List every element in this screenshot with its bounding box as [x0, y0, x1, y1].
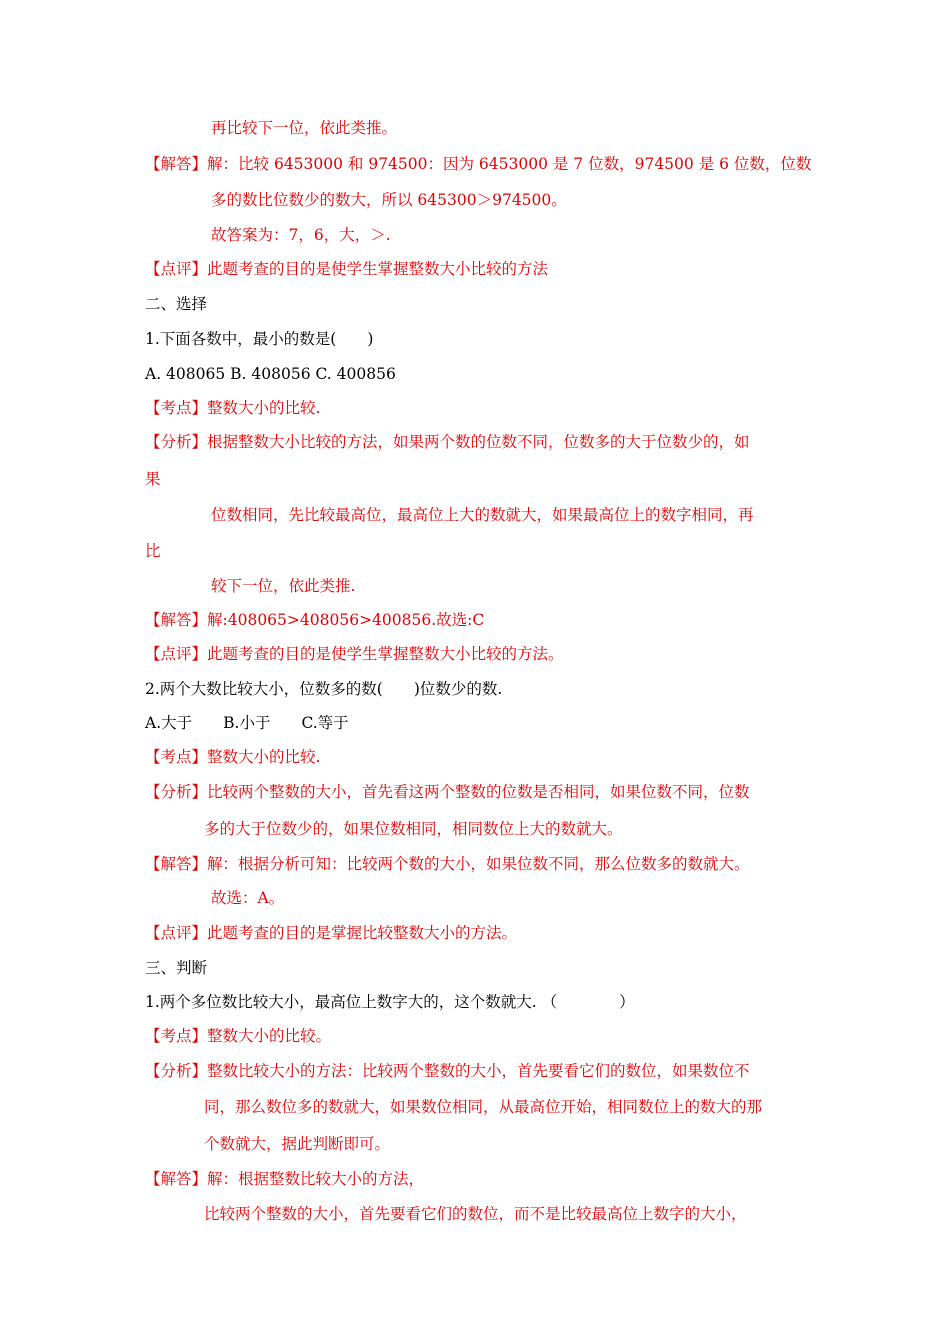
answer-row-top [145, 153, 811, 175]
kaodian-tag: 【考点】 [145, 399, 208, 417]
fenxi-text: 比较两个整数的大小，首先看这两个整数的位数是否相同，如果位数不同，位数 [207, 783, 750, 801]
answer-text: 解：比较 6453000 和 974500：因为 6453000 是 7 位数，974500 是 6 位数，位数 [207, 155, 812, 173]
fenxi-row [145, 781, 750, 803]
fenxi-text-line-5: 较下一位，依此类推. [211, 577, 356, 595]
jieda-tag: 【解答】 [145, 855, 208, 873]
dianping-text: 此题考查的目的是掌握比较整数大小的方法。 [207, 924, 518, 942]
question-2-2: 2.两个大数比较大小，位数多的数( )位数少的数. [145, 680, 503, 698]
question-3-1: 1.两个多位数比较大小，最高位上数字大的，这个数就大. （ ） [145, 993, 635, 1011]
kaodian-text: 整数大小的比较. [207, 399, 321, 417]
continued-analysis-line: 再比较下一位，依此类推。 [211, 119, 398, 137]
jieda-text-line-2: 故选：A。 [211, 889, 285, 907]
fenxi-text: 根据整数大小比较的方法，如果两个数的位数不同，位数多的大于位数少的，如 [207, 433, 750, 451]
fenxi-text: 整数比较大小的方法：比较两个整数的大小，首先要看它们的数位，如果数位不 [207, 1062, 750, 1080]
kaodian-text: 整数大小的比较。 [207, 1027, 332, 1045]
kaodian-row [145, 1025, 331, 1047]
section-heading-judge: 三、判断 [145, 959, 208, 977]
jieda-tag: 【解答】 [145, 1170, 208, 1188]
fenxi-text-line-3: 位数相同，先比较最高位，最高位上大的数就大，如果最高位上的数字相同，再 [211, 506, 754, 524]
answer-text-line-3: 故答案为：7，6，大，＞. [211, 226, 391, 244]
fenxi-tag: 【分析】 [145, 1062, 208, 1080]
kaodian-tag: 【考点】 [145, 748, 208, 766]
jieda-row [145, 609, 484, 631]
review-text: 此题考查的目的是使学生掌握整数大小比较的方法 [207, 260, 549, 278]
jieda-row [145, 853, 750, 875]
dianping-row [145, 922, 517, 944]
kaodian-row [145, 397, 320, 419]
fenxi-text-line-2: 同，那么数位多的数就大，如果数位相同，从最高位开始，相同数位上的数大的那 [204, 1098, 763, 1116]
question-2-1: 1.下面各数中，最小的数是( ) [145, 330, 374, 348]
fenxi-row [145, 431, 750, 453]
dianping-row [145, 643, 564, 665]
fenxi-tag: 【分析】 [145, 433, 208, 451]
review-row-top [145, 258, 548, 280]
review-tag: 【点评】 [145, 260, 208, 278]
question-2-2-options: A.大于 B.小于 C.等于 [145, 714, 349, 732]
fenxi-row [145, 1060, 750, 1082]
kaodian-row [145, 746, 320, 768]
question-2-1-options: A. 408065 B. 408056 C. 400856 [145, 365, 396, 383]
kaodian-text: 整数大小的比较. [207, 748, 321, 766]
jieda-text: 解：根据分析可知：比较两个数的大小，如果位数不同，那么位数多的数就大。 [207, 855, 750, 873]
answer-text-line-2: 多的数比位数少的数大，所以 645300＞974500。 [211, 191, 567, 209]
answer-tag: 【解答】 [145, 155, 208, 173]
dianping-tag: 【点评】 [145, 645, 208, 663]
section-heading-choice: 二、选择 [145, 295, 208, 313]
fenxi-text-line-3: 个数就大，据此判断即可。 [204, 1135, 391, 1153]
fenxi-tag: 【分析】 [145, 783, 208, 801]
jieda-tag: 【解答】 [145, 611, 208, 629]
jieda-text-line-2: 比较两个整数的大小，首先要看它们的数位，而不是比较最高位上数字的大小， [204, 1205, 747, 1223]
jieda-text: 解:408065>408056>400856.故选:C [207, 611, 485, 629]
dianping-tag: 【点评】 [145, 924, 208, 942]
kaodian-tag: 【考点】 [145, 1027, 208, 1045]
fenxi-text-line-2: 果 [145, 470, 161, 488]
jieda-row [145, 1168, 424, 1190]
fenxi-text-line-2: 多的大于位数少的，如果位数相同，相同数位上大的数就大。 [204, 820, 623, 838]
dianping-text: 此题考查的目的是使学生掌握整数大小比较的方法。 [207, 645, 564, 663]
jieda-text: 解：根据整数比较大小的方法， [207, 1170, 425, 1188]
fenxi-text-line-4: 比 [145, 542, 161, 560]
